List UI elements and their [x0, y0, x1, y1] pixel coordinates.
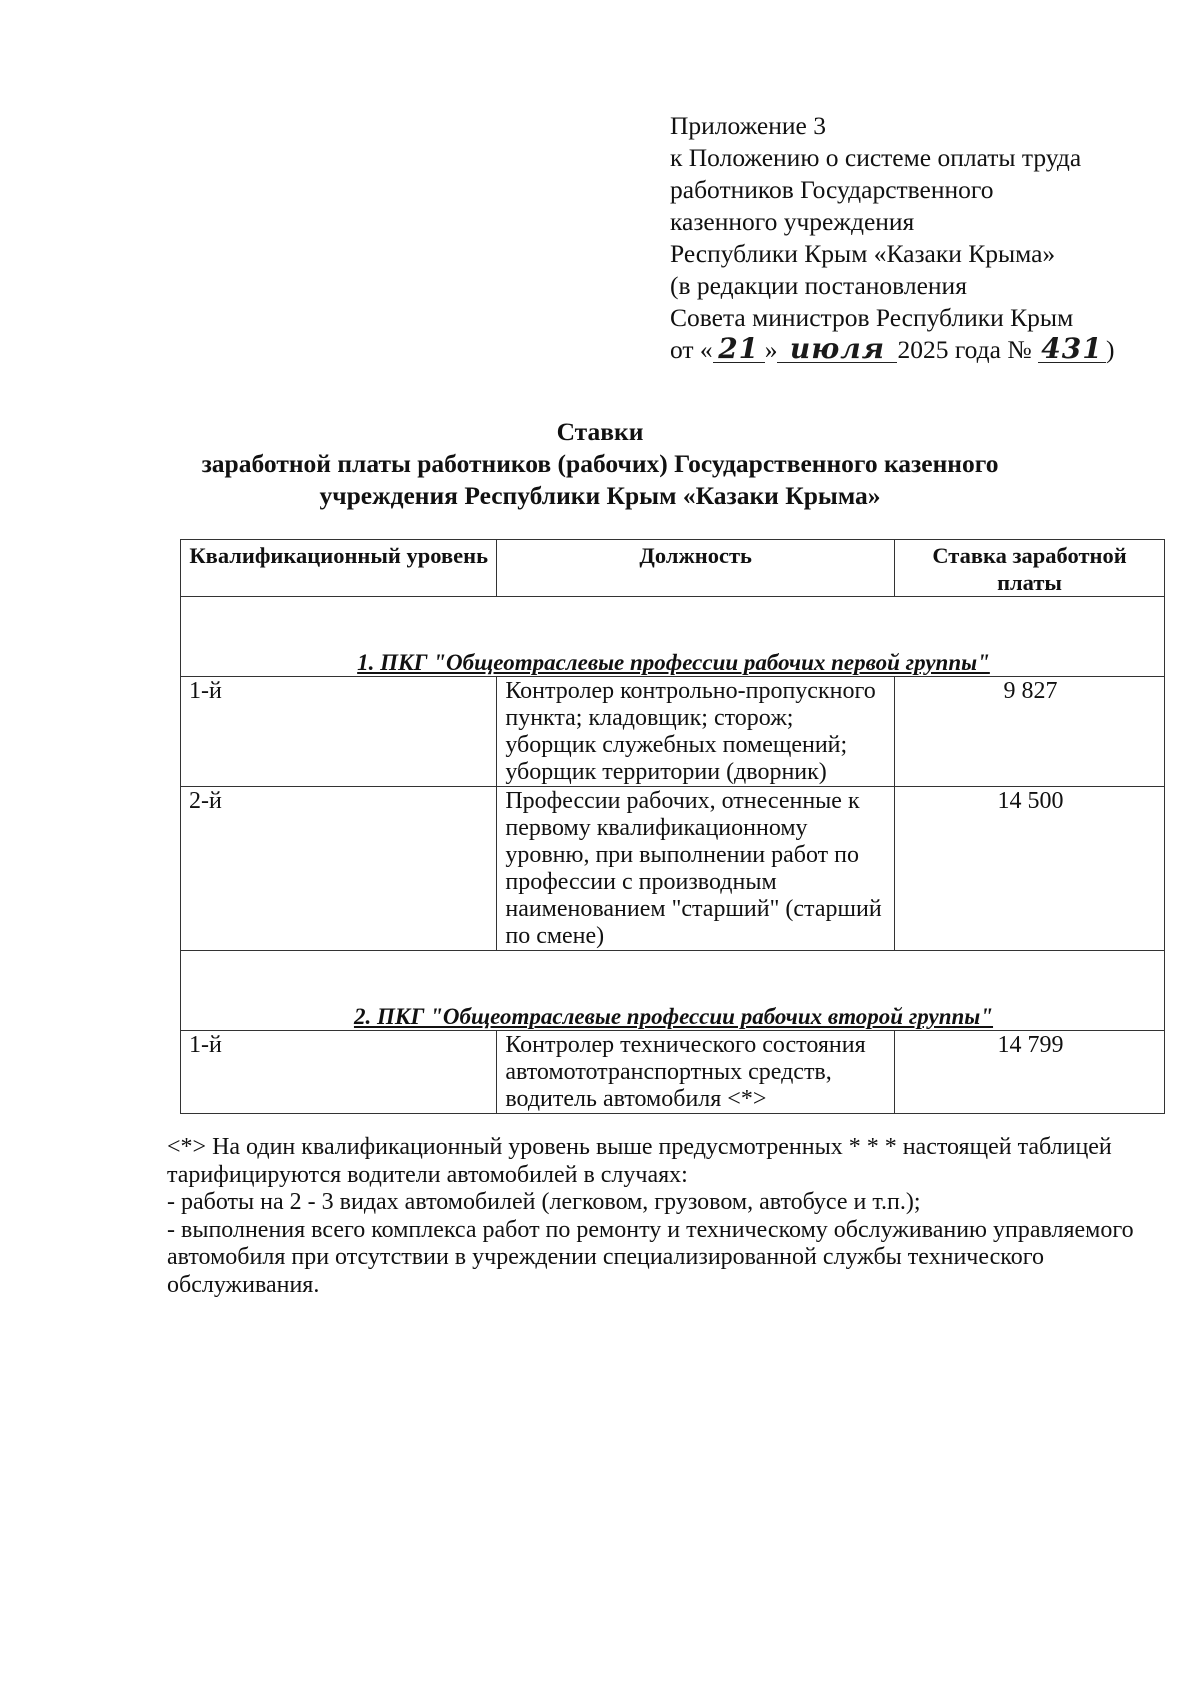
- handwritten-day: 21: [713, 336, 765, 363]
- title-line-3: учреждения Республики Крым «Казаки Крыма»: [319, 481, 881, 510]
- cell-rate: 14 500: [895, 787, 1165, 951]
- date-prefix: от «: [670, 335, 713, 364]
- title-line-2: заработной платы работников (рабочих) Государственного казенного: [201, 449, 999, 478]
- date-quote: »: [764, 335, 778, 364]
- appendix-date-line: [670, 334, 1150, 366]
- cell-rate: 9 827: [895, 677, 1165, 787]
- appendix-line: Республики Крым «Казаки Крыма»: [670, 239, 1056, 268]
- table-row: [181, 1031, 1165, 1114]
- header-position: Должность: [497, 540, 895, 597]
- title-line-1: Ставки: [556, 417, 644, 446]
- header-level: Квалификационный уровень: [181, 540, 497, 597]
- appendix-line: казенного учреждения: [670, 207, 915, 236]
- group-row: [181, 597, 1165, 677]
- cell-level: 1-й: [181, 1031, 497, 1114]
- cell-position: Профессии рабочих, отнесенные к первому квалификационному уровню, при выполнении работ по профессии с производным наименованием "старший" (старший по смене): [497, 787, 895, 951]
- appendix-line: работников Государственного: [670, 175, 994, 204]
- table-row: [181, 677, 1165, 787]
- appendix-line: Совета министров Республики Крым: [670, 303, 1074, 332]
- cell-rate: 14 799: [895, 1031, 1165, 1114]
- group-title: 1. ПКГ "Общеотраслевые профессии рабочих первой группы": [181, 597, 1165, 677]
- document-title: [0, 416, 1200, 512]
- footnote-paragraph: <*> На один квалификационный уровень выше предусмотренных * * * настоящей таблицей тарифицируются водители автомобилей в случаях:: [167, 1134, 1112, 1188]
- cell-level: 1-й: [181, 677, 497, 787]
- appendix-line: (в редакции постановления: [670, 271, 967, 300]
- table-header-row: [181, 540, 1165, 597]
- cell-position: Контролер технического состояния автомототранспортных средств, водитель автомобиля <*>: [497, 1031, 895, 1114]
- group-title: 2. ПКГ "Общеотраслевые профессии рабочих второй группы": [181, 951, 1165, 1031]
- handwritten-number: 431: [1038, 336, 1106, 363]
- header-rate: Ставка заработной платы: [895, 540, 1165, 597]
- footnote: [167, 1134, 1157, 1299]
- appendix-block: [670, 110, 1150, 366]
- appendix-line: Приложение 3: [670, 111, 826, 140]
- table-row: [181, 787, 1165, 951]
- footnote-paragraph: - выполнения всего комплекса работ по ремонту и техническому обслуживанию управляемого автомобиля при отсутствии в учреждении специализированной службы технического обслуживания.: [167, 1216, 1134, 1298]
- cell-position: Контролер контрольно-пропускного пункта; кладовщик; сторож; уборщик служебных помещений; уборщик территории (дворник): [497, 677, 895, 787]
- date-suffix: ): [1106, 335, 1115, 364]
- date-year-text: 2025 года №: [897, 335, 1032, 364]
- group-row: [181, 951, 1165, 1031]
- appendix-line: к Положению о системе оплаты труда: [670, 143, 1082, 172]
- footnote-paragraph: - работы на 2 - 3 видах автомобилей (легковом, грузовом, автобусе и т.п.);: [167, 1189, 921, 1215]
- rates-table: [180, 539, 1165, 1114]
- handwritten-month: июля: [777, 336, 897, 363]
- cell-level: 2-й: [181, 787, 497, 951]
